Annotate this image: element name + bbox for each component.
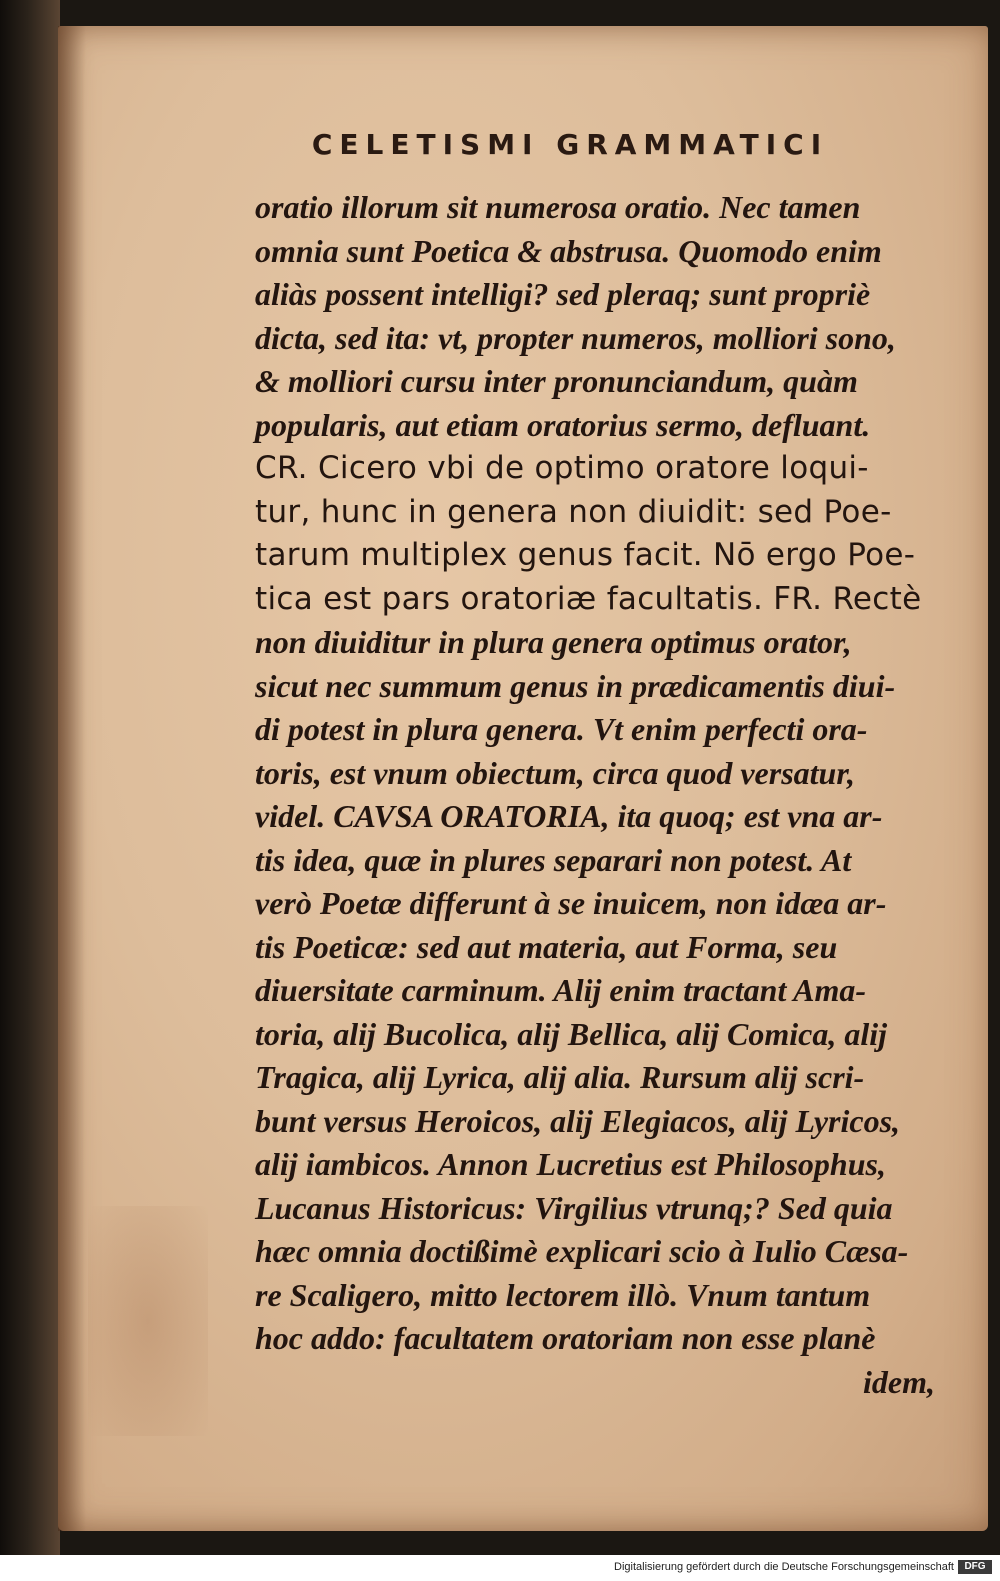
text-line: verò Poetæ differunt à se inuicem, non idæa ar-: [255, 885, 887, 921]
text-line: hoc addo: facultatem oratoriam non esse planè: [255, 1320, 876, 1356]
text-line: tarum multiplex genus facit. Nō ergo Poe-: [255, 537, 916, 573]
text-line: tis Poeticæ: sed aut materia, aut Forma, seu: [255, 928, 838, 965]
text-line: tica est pars oratoriæ facultatis. FR. Rectè: [255, 580, 922, 617]
footer-bar: [0, 1555, 1000, 1581]
text-line: hæc omnia doctißimè explicari scio à Iulio Cæsa-: [255, 1233, 909, 1269]
book-binding-shadow: [0, 0, 60, 1555]
text-line: omnia sunt Poetica & abstrusa. Quomodo enim: [255, 232, 882, 269]
page-gutter-shadow: [58, 26, 86, 1531]
text-line: tis idea, quæ in plures separari non potest. At: [255, 841, 852, 878]
text-line: Lucanus Historicus: Virgilius vtrunq;? Sed quia: [255, 1189, 893, 1226]
text-line: non diuiditur in plura genera optimus orator,: [255, 624, 852, 660]
text-line: toris, est vnum obiectum, circa quod versatur,: [255, 754, 856, 791]
catchword: idem,: [863, 1363, 935, 1400]
text-line: di potest in plura genera. Vt enim perfecti ora-: [255, 711, 868, 747]
text-block: [255, 186, 955, 1404]
text-line: alij iambicos. Annon Lucretius est Philosophus,: [255, 1146, 886, 1182]
text-line: toria, alij Bucolica, alij Bellica, alij Comica, alij: [255, 1015, 887, 1052]
text-line: oratio illorum sit numerosa oratio. Nec tamen: [255, 189, 861, 225]
text-line: bunt versus Heroicos, alij Elegiacos, alij Lyricos,: [255, 1102, 901, 1139]
text-line: Tragica, alij Lyrica, alij alia. Rursum alij scri-: [255, 1059, 865, 1095]
text-line: dicta, sed ita: vt, propter numeros, molliori sono,: [255, 319, 896, 356]
text-line: sicut nec summum genus in prædicamentis diui-: [255, 667, 896, 704]
text-line: tur, hunc in genera non diuidit: sed Poe-: [255, 493, 892, 530]
text-line: videl. CAVSA ORATORIA, ita quoq; est vna ar-: [255, 798, 883, 834]
dfg-logo-icon: DFG: [958, 1560, 992, 1574]
running-head: CELETISMI GRAMMATICI: [311, 128, 829, 161]
text-line: & molliori cursu inter pronunciandum, quàm: [255, 363, 858, 399]
text-line: popularis, aut etiam oratorius sermo, defluant.: [255, 406, 871, 443]
text-line: diuersitate carminum. Alij enim tractant Ama-: [255, 972, 867, 1008]
page-stain: [88, 1206, 208, 1436]
funding-credit: Digitalisierung gefördert durch die Deutsche Forschungsgemeinschaft: [614, 1561, 954, 1573]
text-line: CR. Cicero vbi de optimo oratore loqui-: [255, 450, 869, 486]
text-line: re Scaligero, mitto lectorem illò. Vnum tantum: [255, 1276, 871, 1313]
text-line: aliàs possent intelligi? sed pleraq; sunt propriè: [255, 276, 871, 312]
